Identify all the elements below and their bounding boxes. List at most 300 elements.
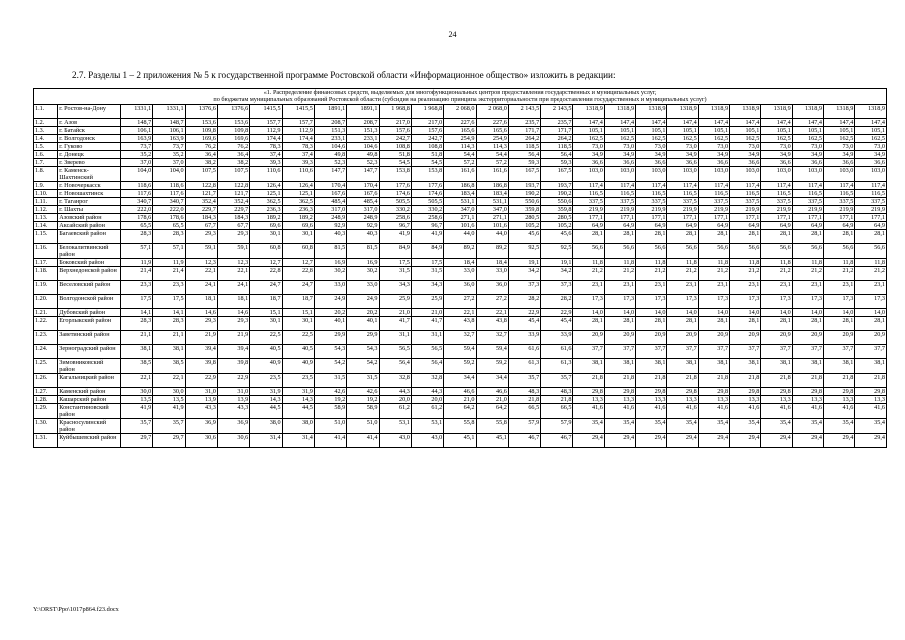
value-cell: 219,9 [698, 205, 729, 213]
value-cell: 19,2 [314, 395, 346, 403]
value-cell: 1318,9 [761, 104, 792, 118]
value-cell: 28,1 [604, 229, 635, 243]
value-cell: 32,7 [476, 330, 508, 344]
value-cell: 17,3 [855, 294, 887, 308]
value-cell: 34,4 [444, 373, 476, 387]
value-cell: 21,8 [792, 373, 823, 387]
value-cell: 31,5 [379, 266, 411, 280]
value-cell: 30,0 [120, 387, 152, 395]
value-cell: 147,4 [698, 118, 729, 126]
value-cell: 16,9 [347, 258, 379, 266]
value-cell: 17,3 [698, 294, 729, 308]
value-cell: 117,4 [792, 181, 823, 189]
value-cell: 14,0 [604, 308, 635, 316]
value-cell: 33,0 [314, 280, 346, 294]
row-index: 1.10. [34, 189, 58, 197]
value-cell: 67,7 [185, 221, 217, 229]
table-row [34, 142, 887, 150]
value-cell: 21,8 [823, 373, 854, 387]
value-cell: 11,9 [153, 258, 185, 266]
value-cell: 38,1 [604, 358, 635, 373]
value-cell: 36,6 [792, 158, 823, 166]
value-cell: 56,6 [855, 243, 887, 258]
value-cell: 117,4 [855, 181, 887, 189]
value-cell: 103,0 [667, 166, 698, 181]
value-cell: 18,7 [250, 294, 282, 308]
value-cell: 37,3 [541, 280, 573, 294]
row-index: 1.22. [34, 316, 58, 330]
value-cell: 174,4 [282, 134, 314, 142]
value-cell: 41,6 [730, 403, 761, 418]
value-cell: 105,1 [730, 126, 761, 134]
value-cell: 56,6 [573, 243, 604, 258]
value-cell: 229,7 [217, 205, 249, 213]
value-cell: 41,6 [761, 403, 792, 418]
value-cell: 46,6 [476, 387, 508, 395]
value-cell: 235,7 [508, 118, 540, 126]
value-cell: 34,9 [573, 150, 604, 158]
value-cell: 34,9 [730, 150, 761, 158]
value-cell: 56,6 [792, 243, 823, 258]
value-cell: 219,9 [604, 205, 635, 213]
value-cell: 32,8 [379, 373, 411, 387]
file-path-footer: Y:\ORST\Ppo\1017p864.f23.docx [33, 606, 119, 613]
value-cell: 264,2 [541, 134, 573, 142]
value-cell: 21,8 [698, 373, 729, 387]
value-cell: 14,3 [250, 395, 282, 403]
value-cell: 12,3 [185, 258, 217, 266]
table-note-line: «1. Распределение финансовых средств, выделяемых для многофункциональных центров предоставления государственных и муниципальных услуг, [263, 89, 657, 96]
value-cell: 96,7 [379, 221, 411, 229]
table-row [34, 189, 887, 197]
value-cell: 11,8 [636, 258, 667, 266]
value-cell: 330,2 [379, 205, 411, 213]
value-cell: 258,6 [379, 213, 411, 221]
value-cell: 18,4 [476, 258, 508, 266]
table-row [34, 330, 887, 344]
value-cell: 24,1 [217, 280, 249, 294]
value-cell: 177,1 [792, 213, 823, 221]
value-cell: 36,6 [730, 158, 761, 166]
value-cell: 23,1 [667, 280, 698, 294]
value-cell: 73,0 [823, 142, 854, 150]
row-index: 1.12. [34, 205, 58, 213]
row-index: 1.4. [34, 134, 58, 142]
value-cell: 29,4 [761, 433, 792, 447]
table-row [34, 258, 887, 266]
value-cell: 34,9 [667, 150, 698, 158]
value-cell: 28,3 [153, 229, 185, 243]
municipality-name: Кашарский район [58, 395, 121, 403]
value-cell: 23,1 [573, 280, 604, 294]
row-index: 1.3. [34, 126, 58, 134]
value-cell: 28,1 [855, 229, 887, 243]
value-cell: 55,8 [476, 418, 508, 433]
value-cell: 162,5 [855, 134, 887, 142]
value-cell: 125,1 [282, 189, 314, 197]
value-cell: 39,3 [250, 158, 282, 166]
table-row [34, 118, 887, 126]
value-cell: 46,6 [444, 387, 476, 395]
table-row [34, 387, 887, 395]
value-cell: 1891,1 [347, 104, 379, 118]
value-cell: 28,3 [120, 229, 152, 243]
value-cell: 13,3 [667, 395, 698, 403]
value-cell: 30,1 [250, 229, 282, 243]
value-cell: 162,5 [698, 134, 729, 142]
value-cell: 38,1 [667, 358, 698, 373]
value-cell: 271,1 [476, 213, 508, 221]
municipality-name: г. Волгодонск [58, 134, 121, 142]
municipality-name: г. Каменск-Шахтинский [58, 166, 121, 181]
value-cell: 116,5 [792, 189, 823, 197]
value-cell: 54,2 [314, 358, 346, 373]
value-cell: 550,6 [508, 197, 540, 205]
value-cell: 58,9 [314, 403, 346, 418]
value-cell: 17,5 [153, 294, 185, 308]
value-cell: 56,6 [698, 243, 729, 258]
value-cell: 37,7 [698, 344, 729, 358]
value-cell: 64,2 [444, 403, 476, 418]
value-cell: 73,7 [120, 142, 152, 150]
value-cell: 177,1 [855, 213, 887, 221]
value-cell: 41,9 [153, 403, 185, 418]
value-cell: 14,6 [217, 308, 249, 316]
value-cell: 56,4 [379, 358, 411, 373]
value-cell: 54,5 [379, 158, 411, 166]
municipality-name: Красносулинский район [58, 418, 121, 433]
value-cell: 21,8 [508, 395, 540, 403]
value-cell: 264,2 [508, 134, 540, 142]
value-cell: 359,8 [508, 205, 540, 213]
value-cell: 122,8 [217, 181, 249, 189]
value-cell: 56,6 [823, 243, 854, 258]
value-cell: 37,4 [250, 150, 282, 158]
value-cell: 236,3 [250, 205, 282, 213]
value-cell: 13,3 [636, 395, 667, 403]
value-cell: 38,0 [282, 418, 314, 433]
value-cell: 42,6 [347, 387, 379, 395]
value-cell: 64,9 [573, 221, 604, 229]
value-cell: 13,5 [153, 395, 185, 403]
value-cell: 121,7 [185, 189, 217, 197]
value-cell: 254,9 [444, 134, 476, 142]
value-cell: 177,1 [761, 213, 792, 221]
value-cell: 40,5 [282, 344, 314, 358]
value-cell: 117,4 [667, 181, 698, 189]
table-note [34, 89, 887, 105]
value-cell: 56,4 [508, 150, 540, 158]
value-cell: 35,4 [761, 418, 792, 433]
value-cell: 219,9 [823, 205, 854, 213]
value-cell: 31,1 [379, 330, 411, 344]
row-index: 1.30. [34, 418, 58, 433]
value-cell: 73,7 [153, 142, 185, 150]
value-cell: 29,7 [153, 433, 185, 447]
table-note-row [34, 89, 887, 105]
value-cell: 36,0 [476, 280, 508, 294]
value-cell: 56,6 [730, 243, 761, 258]
value-cell: 40,1 [314, 316, 346, 330]
value-cell: 1891,1 [314, 104, 346, 118]
value-cell: 73,0 [855, 142, 887, 150]
value-cell: 22,1 [476, 308, 508, 316]
value-cell: 21,8 [761, 373, 792, 387]
value-cell: 116,5 [730, 189, 761, 197]
value-cell: 317,0 [314, 205, 346, 213]
value-cell: 167,5 [541, 166, 573, 181]
table-row [34, 433, 887, 447]
value-cell: 105,2 [541, 221, 573, 229]
value-cell: 29,8 [855, 387, 887, 395]
value-cell: 37,7 [573, 344, 604, 358]
table-row [34, 403, 887, 418]
value-cell: 49,8 [314, 150, 346, 158]
value-cell: 147,4 [636, 118, 667, 126]
row-index: 1.19. [34, 280, 58, 294]
value-cell: 14,3 [282, 395, 314, 403]
value-cell: 38,0 [250, 418, 282, 433]
value-cell: 23,1 [761, 280, 792, 294]
value-cell: 14,0 [667, 308, 698, 316]
value-cell: 30,1 [282, 316, 314, 330]
value-cell: 21,8 [667, 373, 698, 387]
value-cell: 28,1 [761, 229, 792, 243]
value-cell: 1318,9 [667, 104, 698, 118]
value-cell: 46,7 [508, 433, 540, 447]
value-cell: 29,8 [823, 387, 854, 395]
value-cell: 105,1 [792, 126, 823, 134]
value-cell: 36,6 [761, 158, 792, 166]
value-cell: 22,1 [217, 266, 249, 280]
table-row [34, 344, 887, 358]
value-cell: 28,1 [730, 316, 761, 330]
value-cell: 59,4 [476, 344, 508, 358]
value-cell: 11,8 [761, 258, 792, 266]
value-cell: 52,3 [347, 158, 379, 166]
value-cell: 117,4 [636, 181, 667, 189]
value-cell: 117,6 [153, 189, 185, 197]
value-cell: 35,7 [541, 373, 573, 387]
value-cell: 217,0 [379, 118, 411, 126]
value-cell: 117,4 [698, 181, 729, 189]
value-cell: 29,4 [573, 433, 604, 447]
value-cell: 170,4 [314, 181, 346, 189]
value-cell: 73,0 [667, 142, 698, 150]
value-cell: 151,3 [347, 126, 379, 134]
row-index: 1.5. [34, 142, 58, 150]
value-cell: 258,6 [411, 213, 443, 221]
value-cell: 13,3 [573, 395, 604, 403]
value-cell: 157,6 [379, 126, 411, 134]
value-cell: 219,9 [636, 205, 667, 213]
value-cell: 56,6 [604, 243, 635, 258]
value-cell: 38,5 [120, 358, 152, 373]
municipality-name: Зимовниковский район [58, 358, 121, 373]
value-cell: 13,3 [604, 395, 635, 403]
value-cell: 73,0 [792, 142, 823, 150]
value-cell: 22,9 [185, 373, 217, 387]
value-cell: 242,7 [411, 134, 443, 142]
value-cell: 24,7 [250, 280, 282, 294]
value-cell: 21,8 [573, 373, 604, 387]
municipality-name: г. Новочеркасск [58, 181, 121, 189]
value-cell: 29,8 [792, 387, 823, 395]
value-cell: 29,4 [667, 433, 698, 447]
value-cell: 29,4 [604, 433, 635, 447]
value-cell: 39,8 [185, 358, 217, 373]
value-cell: 17,3 [667, 294, 698, 308]
value-cell: 485,4 [347, 197, 379, 205]
value-cell: 2 143,5 [508, 104, 540, 118]
value-cell: 30,1 [282, 229, 314, 243]
municipality-name: г. Ростов-на-Дону [58, 104, 121, 118]
value-cell: 51,0 [347, 418, 379, 433]
value-cell: 105,1 [855, 126, 887, 134]
table-row [34, 308, 887, 316]
value-cell: 29,8 [604, 387, 635, 395]
value-cell: 38,1 [636, 358, 667, 373]
value-cell: 22,9 [541, 308, 573, 316]
table-row [34, 280, 887, 294]
value-cell: 13,3 [698, 395, 729, 403]
value-cell: 116,5 [604, 189, 635, 197]
value-cell: 104,6 [314, 142, 346, 150]
value-cell: 21,0 [444, 395, 476, 403]
value-cell: 147,7 [347, 166, 379, 181]
value-cell: 103,0 [730, 166, 761, 181]
value-cell: 69,6 [282, 221, 314, 229]
value-cell: 92,5 [508, 243, 540, 258]
value-cell: 330,2 [411, 205, 443, 213]
value-cell: 73,0 [604, 142, 635, 150]
value-cell: 38,1 [730, 358, 761, 373]
value-cell: 20,2 [314, 308, 346, 316]
value-cell: 236,3 [282, 205, 314, 213]
value-cell: 37,0 [153, 158, 185, 166]
municipality-name: Волгодонской район [58, 294, 121, 308]
value-cell: 116,5 [667, 189, 698, 197]
value-cell: 20,9 [573, 330, 604, 344]
value-cell: 1376,6 [217, 104, 249, 118]
value-cell: 39,8 [217, 358, 249, 373]
value-cell: 30,1 [250, 316, 282, 330]
value-cell: 1318,9 [636, 104, 667, 118]
value-cell: 36,6 [667, 158, 698, 166]
value-cell: 36,6 [573, 158, 604, 166]
value-cell: 222,0 [120, 205, 152, 213]
value-cell: 162,5 [667, 134, 698, 142]
value-cell: 337,5 [604, 197, 635, 205]
value-cell: 105,1 [823, 126, 854, 134]
value-cell: 41,6 [823, 403, 854, 418]
value-cell: 18,7 [282, 294, 314, 308]
value-cell: 44,0 [476, 229, 508, 243]
value-cell: 1415,5 [282, 104, 314, 118]
value-cell: 29,8 [698, 387, 729, 395]
value-cell: 29,4 [855, 433, 887, 447]
value-cell: 22,5 [250, 330, 282, 344]
value-cell: 64,9 [823, 221, 854, 229]
value-cell: 52,3 [314, 158, 346, 166]
value-cell: 28,1 [667, 316, 698, 330]
value-cell: 34,2 [508, 266, 540, 280]
value-cell: 23,1 [730, 280, 761, 294]
value-cell: 11,8 [698, 258, 729, 266]
value-cell: 37,7 [761, 344, 792, 358]
value-cell: 84,9 [379, 243, 411, 258]
municipality-name: Константиновский район [58, 403, 121, 418]
value-cell: 31,5 [347, 373, 379, 387]
value-cell: 20,9 [698, 330, 729, 344]
table-row [34, 395, 887, 403]
value-cell: 45,6 [541, 229, 573, 243]
value-cell: 21,8 [604, 373, 635, 387]
value-cell: 147,4 [667, 118, 698, 126]
value-cell: 59,2 [476, 358, 508, 373]
value-cell: 153,6 [217, 118, 249, 126]
value-cell: 34,9 [792, 150, 823, 158]
value-cell: 485,4 [314, 197, 346, 205]
value-cell: 41,9 [411, 229, 443, 243]
value-cell: 18,1 [185, 294, 217, 308]
value-cell: 33,9 [541, 330, 573, 344]
municipality-name: Кагальницкий район [58, 373, 121, 387]
value-cell: 1318,9 [823, 104, 854, 118]
value-cell: 352,4 [217, 197, 249, 205]
value-cell: 17,3 [792, 294, 823, 308]
municipality-name: г. Азов [58, 118, 121, 126]
value-cell: 28,1 [573, 229, 604, 243]
value-cell: 59,1 [217, 243, 249, 258]
value-cell: 23,1 [823, 280, 854, 294]
value-cell: 22,5 [282, 330, 314, 344]
value-cell: 57,9 [508, 418, 540, 433]
value-cell: 105,1 [761, 126, 792, 134]
municipality-name: Куйбышевский район [58, 433, 121, 447]
value-cell: 20,9 [730, 330, 761, 344]
value-cell: 103,0 [823, 166, 854, 181]
value-cell: 106,1 [153, 126, 185, 134]
municipality-name: Белокалитвинский район [58, 243, 121, 258]
value-cell: 178,6 [153, 213, 185, 221]
value-cell: 114,3 [476, 142, 508, 150]
value-cell: 29,4 [730, 433, 761, 447]
value-cell: 1 968,8 [411, 104, 443, 118]
value-cell: 177,1 [698, 213, 729, 221]
value-cell: 21,8 [636, 373, 667, 387]
value-cell: 37,7 [604, 344, 635, 358]
value-cell: 19,2 [347, 395, 379, 403]
value-cell: 29,4 [698, 433, 729, 447]
value-cell: 208,7 [314, 118, 346, 126]
table-row [34, 126, 887, 134]
value-cell: 23,3 [153, 280, 185, 294]
row-index: 1.16. [34, 243, 58, 258]
value-cell: 242,7 [379, 134, 411, 142]
value-cell: 40,5 [250, 344, 282, 358]
value-cell: 64,9 [730, 221, 761, 229]
value-cell: 38,5 [153, 358, 185, 373]
value-cell: 20,9 [823, 330, 854, 344]
value-cell: 167,6 [347, 189, 379, 197]
value-cell: 23,1 [855, 280, 887, 294]
value-cell: 14,1 [120, 308, 152, 316]
value-cell: 41,6 [667, 403, 698, 418]
value-cell: 147,4 [761, 118, 792, 126]
value-cell: 101,6 [444, 221, 476, 229]
value-cell: 25,9 [411, 294, 443, 308]
